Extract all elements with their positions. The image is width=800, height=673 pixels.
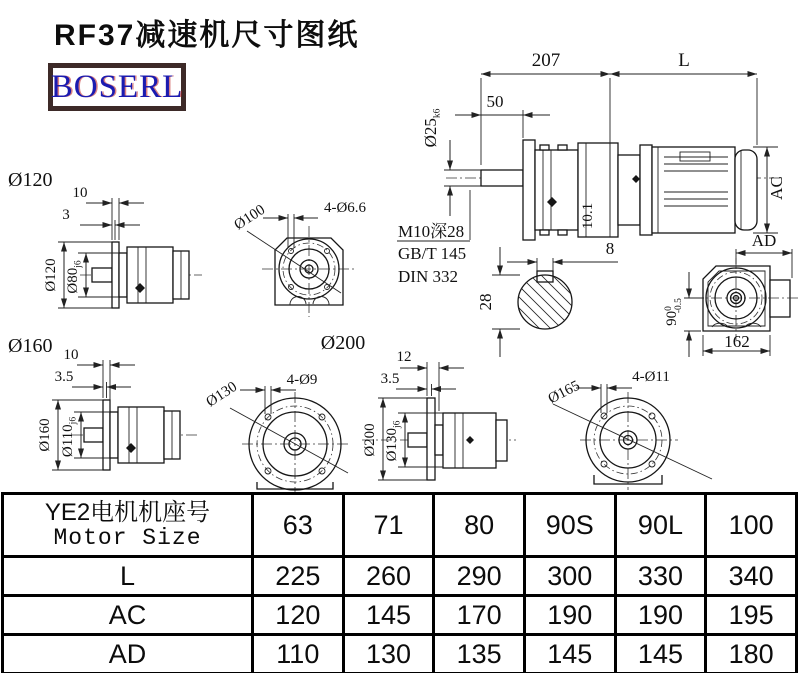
flange120-od-label: Ø120 (43, 258, 59, 292)
rear-height-label: $90^0-0.5$ (664, 298, 684, 326)
value-cell: 330 (615, 557, 706, 596)
column-header-71: 71 (343, 494, 434, 557)
dim-L-label: L (678, 50, 690, 71)
motor-size-header-en: Motor Size (53, 525, 202, 552)
front200-holes-label: 4-Ø9 (286, 372, 318, 388)
front165-bc-label: Ø165 (545, 377, 583, 408)
value-cell: 180 (706, 635, 797, 673)
flange120-spigot-label: $Ø80_{j6}$ (65, 260, 84, 294)
flange160-title: Ø160 (8, 335, 53, 357)
flange160-plate (103, 400, 110, 470)
side200-spigot-label: $Ø130_{j6}$ (384, 420, 403, 462)
side-view-200 (362, 349, 516, 480)
flange160-dim-b: 3.5 (54, 369, 74, 385)
key-width-label: 8 (605, 239, 615, 258)
value-cell: 120 (253, 596, 344, 635)
dim-AC-label: AC (767, 176, 786, 200)
front100-bc-label: Ø100 (231, 201, 269, 234)
table-header-row (3, 494, 797, 557)
value-cell: 300 (524, 557, 615, 596)
table-row-AC (3, 596, 797, 635)
front200-bc-label: Ø130 (203, 378, 241, 411)
value-cell: 145 (524, 635, 615, 673)
dim-50-label: 50 (486, 92, 504, 111)
value-cell: 145 (343, 596, 434, 635)
column-header-100: 100 (706, 494, 797, 557)
motor-body (652, 147, 735, 233)
section-hatching (505, 228, 585, 374)
value-cell: 145 (615, 635, 706, 673)
flange160-spigot-label: $Ø110_{j6}$ (60, 416, 79, 458)
row-label-AD: AD (3, 635, 253, 673)
shaft-dia-label: $Ø25_{k6}$ (421, 108, 443, 148)
motor-size-header-cell (3, 494, 253, 557)
column-header-80: 80 (434, 494, 525, 557)
flange120-dim-b: 3 (62, 207, 70, 223)
value-cell: 170 (434, 596, 525, 635)
value-cell: 135 (434, 635, 525, 673)
side200-od-label: Ø200 (362, 423, 378, 457)
page-title: RF37减速机尺寸图纸 (54, 19, 360, 52)
value-cell: 190 (615, 596, 706, 635)
flange120-title: Ø120 (8, 169, 53, 191)
note-thread: M10深28 (398, 222, 465, 241)
value-cell: 195 (706, 596, 797, 635)
column-header-90s: 90S (524, 494, 615, 557)
shaft-key-section-view (476, 228, 618, 374)
front200-title: Ø200 (320, 332, 366, 354)
flange160-side-view (8, 335, 198, 470)
dim-AD-label: AD (751, 231, 777, 250)
value-cell: 260 (343, 557, 434, 596)
motor-rear-view (664, 231, 798, 357)
front-view-100 (231, 200, 366, 317)
output-shaft (481, 170, 523, 186)
note-gb-standard: GB/T 145 (398, 244, 467, 263)
table-row-L (3, 557, 797, 596)
flange160-dim-a: 10 (63, 347, 79, 363)
section-height-label: 28 (476, 293, 495, 311)
value-cell: 340 (706, 557, 797, 596)
flange120-side-view (8, 169, 202, 308)
inner-dim-label: 10.1 (580, 202, 596, 230)
row-label-AC: AC (3, 596, 253, 635)
main-assembly-side-view (397, 50, 786, 286)
note-din-standard: DIN 332 (398, 267, 458, 286)
side200-dim-a: 12 (396, 349, 412, 365)
front-view-165 (546, 369, 712, 490)
column-header-90l: 90L (615, 494, 706, 557)
value-cell: 225 (253, 557, 344, 596)
motor-size-header-cn: YE2电机机座号 (44, 498, 211, 526)
side200-dim-b: 3.5 (380, 371, 400, 387)
row-label-L: L (3, 557, 253, 596)
dim-207-label: 207 (531, 50, 561, 71)
value-cell: 130 (343, 635, 434, 673)
value-cell: 190 (524, 596, 615, 635)
rear-width-label: 162 (724, 332, 750, 351)
column-header-63: 63 (253, 494, 344, 557)
value-cell: 110 (253, 635, 344, 673)
flange120-plate (112, 242, 119, 308)
table-row-AD (3, 635, 797, 673)
side200-flange-plate (427, 398, 435, 480)
flange160-od-label: Ø160 (37, 418, 53, 452)
motor-flange (640, 145, 652, 235)
terminal-box (770, 280, 790, 317)
front-view-200 (203, 332, 365, 492)
fan-cover (735, 150, 757, 230)
gearbox-flange (523, 140, 535, 240)
flange120-dim-a: 10 (72, 185, 88, 201)
motor-size-table (1, 492, 798, 673)
value-cell: 290 (434, 557, 525, 596)
front100-holes-label: 4-Ø6.6 (323, 200, 367, 216)
front165-holes-label: 4-Ø11 (632, 369, 670, 385)
boserl-logo-text: BOSERL (50, 68, 184, 105)
